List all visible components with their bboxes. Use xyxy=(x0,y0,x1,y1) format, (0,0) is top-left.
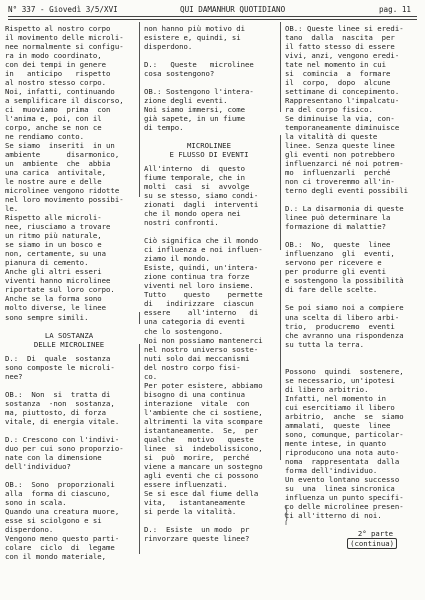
continued-label: (continua) xyxy=(347,538,397,549)
text-line: Se si esce dal fiume della xyxy=(144,488,259,498)
section-heading xyxy=(5,331,133,349)
column-divider xyxy=(280,22,281,112)
column-2-qa xyxy=(144,24,274,132)
publication-title: QUI DAMANHUR QUOTIDIANO xyxy=(180,5,286,14)
text-line xyxy=(144,51,274,60)
text-line: essere all'interno di xyxy=(144,308,259,318)
text-line: nel nostro universo soste- xyxy=(144,344,259,354)
text-line: temporaneamente diminuisce xyxy=(285,123,400,133)
text-line: il movimento delle microli- xyxy=(5,33,124,43)
text-line: su se stesso, siamo condi- xyxy=(144,191,259,201)
page-number: pag. 11 xyxy=(378,5,411,14)
text-line: duo per cui sono proporzio- xyxy=(5,443,124,453)
column-divider xyxy=(280,135,281,250)
text-line: nee, riusciamo a trovare xyxy=(5,222,111,232)
text-line xyxy=(144,78,274,87)
text-line: mente intese, in quanto xyxy=(285,438,387,448)
text-line: del nostro corpo fisi- xyxy=(144,362,241,372)
text-line: influenza un punto specifi- xyxy=(285,492,404,502)
text-line: esistere e, quindi, si xyxy=(144,33,241,43)
text-line: Se siamo inseriti in un xyxy=(5,141,115,151)
text-line: si comincia a formare xyxy=(285,69,391,79)
text-line: microlinee vengono ridotte xyxy=(5,186,120,196)
text-line: sono in scala. xyxy=(5,497,67,507)
text-line: si perde la vitalità. xyxy=(144,506,237,516)
text-line: OB.: No, queste linee xyxy=(285,240,391,250)
text-line: linee può determinare la xyxy=(285,213,391,223)
text-line: una scelta di libero arbi- xyxy=(285,312,400,322)
text-line: di tempo. xyxy=(144,123,184,133)
page-header xyxy=(8,3,417,16)
text-line: D.: Queste microlinee xyxy=(144,60,254,70)
text-line: influenzano gli eventi, xyxy=(285,249,395,259)
text-line: viene a mancare un sostegno xyxy=(144,461,263,471)
text-line: sono sempre simili. xyxy=(5,312,89,322)
text-line: Possono quindi sostenere, xyxy=(285,366,404,376)
text-line: viventi nel loro insieme. xyxy=(144,281,254,291)
text-line: ammalati, queste linee xyxy=(285,420,391,430)
text-line: esse si sciolgono e si xyxy=(5,515,102,525)
text-line: forma dell'individuo. xyxy=(285,465,378,475)
text-line: interazione vitale con xyxy=(144,398,250,408)
text-line: co. xyxy=(144,371,158,381)
text-line xyxy=(285,358,415,367)
text-line: Rispetto al nostro corpo xyxy=(5,24,111,33)
text-line: nee normalmente si configu- xyxy=(5,42,124,52)
text-line: ma, piuttosto, di forza xyxy=(5,407,107,417)
text-line: mo influenzarli perché xyxy=(285,168,391,178)
text-line: Rappresentano l'impalcatu- xyxy=(285,96,400,106)
text-line: agli eventi che ci possono xyxy=(144,470,259,480)
text-line: il fatto stesso di essere xyxy=(285,42,395,52)
text-line: nee? xyxy=(5,371,23,381)
text-line: con dei tempi in genere xyxy=(5,60,107,70)
text-line: trio, producremo eventi xyxy=(285,321,395,331)
text-line: l'anima e, poi, con il xyxy=(5,114,102,124)
text-line: ra in modo coordinato, xyxy=(5,51,102,61)
text-line: corpo, anche se non ce xyxy=(5,123,102,133)
text-line: riportate sul loro corpo. xyxy=(5,285,115,295)
text-line: che il mondo opera nei xyxy=(144,209,241,219)
text-line: al nostro stesso corpo. xyxy=(5,78,107,88)
text-line: vivi, anzi, vengono eredi- xyxy=(285,51,400,61)
text-line: altrimenti la vita scompare xyxy=(144,416,263,426)
text-line: gli eventi non potrebbero xyxy=(285,150,395,160)
text-line: bisogno di una continua xyxy=(144,389,246,399)
text-line: ziamo il mondo. xyxy=(144,254,210,264)
text-line: Noi siamo immersi, come xyxy=(144,105,246,115)
text-line: D.: La disarmonia di queste xyxy=(285,204,404,214)
text-line: sostanza -non sostanza, xyxy=(5,398,115,408)
text-line: su tutta la terra. xyxy=(285,339,365,349)
text-line: Vengono meno questo parti- xyxy=(5,533,120,543)
text-line: se siamo in un bosco e xyxy=(5,240,102,250)
text-line: pianura di cemento. xyxy=(5,258,89,268)
text-line: colare ciclo di legame xyxy=(5,542,115,552)
text-line: Anche se la forma sono xyxy=(5,294,102,304)
text-line: rinvorzare queste linee? xyxy=(144,533,250,543)
text-line: istantaneamente. Se, per xyxy=(144,425,259,435)
text-line: essere influenzati. xyxy=(144,479,228,489)
text-line: OB.: Sostengono l'intera- xyxy=(144,87,254,97)
text-line: le nostre aure e delle xyxy=(5,177,102,187)
text-line: una categoria di eventi xyxy=(144,317,246,327)
text-line: un ambiente che abbia xyxy=(5,159,111,169)
text-line: sono composte le microli- xyxy=(5,362,115,372)
text-line: OB.: Queste linee si eredi- xyxy=(285,24,404,33)
text-line: che avranno una rispondenza xyxy=(285,330,404,340)
text-line: un ritmo più naturale, xyxy=(5,231,102,241)
text-line: non, certamente, su una xyxy=(5,249,107,259)
column-divider xyxy=(139,344,140,554)
part-label: 2° parte xyxy=(357,528,393,538)
text-line: qualche motivo queste xyxy=(144,434,254,444)
text-line: Anche gli altri esseri xyxy=(5,267,102,277)
text-line: ambiente disarmonico, xyxy=(5,150,120,160)
text-line: All'interno di questo xyxy=(144,164,246,174)
text-line: ra del corpo fisico. xyxy=(285,105,373,115)
text-line: il corpo, dopo alcune xyxy=(285,78,391,88)
text-line: tano dalla nascita per xyxy=(285,33,395,43)
text-line: D.: Di quale sostanza xyxy=(5,353,111,363)
text-line: viventi hanno microlinee xyxy=(5,276,111,286)
text-line xyxy=(285,349,415,358)
heading-line: E FLUSSO DI EVENTI xyxy=(169,150,249,160)
text-line: molti casi si avvolge xyxy=(144,182,250,192)
text-line: formazione di malattie? xyxy=(285,222,387,232)
text-line xyxy=(285,231,415,240)
text-line: Un evento lontano successo xyxy=(285,474,400,484)
text-line: Per poter esistere, abbiamo xyxy=(144,380,263,390)
text-line: ci influenza e noi influen- xyxy=(144,245,263,255)
text-line: servono per ricevere e xyxy=(285,258,382,268)
text-line: linee. Senza queste linee xyxy=(285,141,395,151)
text-line: Infatti, nel momento in xyxy=(285,393,387,403)
text-line: per produrre gli eventi xyxy=(285,267,387,277)
text-line: alla forma di ciascuno, xyxy=(5,488,111,498)
text-line: settimane di concepimento. xyxy=(285,87,400,97)
text-line xyxy=(285,294,415,303)
column-divider xyxy=(139,312,140,324)
text-line: di libero arbitrio. xyxy=(285,384,369,394)
text-line: nuti solo dai meccanismi xyxy=(144,353,250,363)
text-line xyxy=(285,195,415,204)
text-line: influenzarci né noi potrem- xyxy=(285,159,404,169)
text-line: si può morire, perché xyxy=(144,452,250,462)
text-line: ci muoviamo prima con xyxy=(5,105,111,115)
text-line: nate con la dimensione xyxy=(5,452,102,462)
text-line: ne rendiamo conto. xyxy=(5,132,85,142)
text-line: Noi, infatti, continuando xyxy=(5,87,115,97)
text-line: cui esercitiamo il libero xyxy=(285,402,395,412)
text-line: Se diminuise la via, con- xyxy=(285,114,395,124)
text-line: le. xyxy=(5,204,19,214)
text-line: terno degli eventi possibili xyxy=(285,186,409,196)
heading-line: LA SOSTANZA xyxy=(44,330,94,340)
text-line: la vitalità di queste xyxy=(285,132,378,142)
text-line: disperdono. xyxy=(5,524,54,534)
text-line: l'ambiente che ci sostiene, xyxy=(144,407,263,417)
header-rule-thin xyxy=(8,19,417,20)
text-line: Esiste, quindi, un'intera- xyxy=(144,263,259,273)
text-line: cosa sostengono? xyxy=(144,69,215,79)
text-line: D.: Esiste un modo pr xyxy=(144,524,250,534)
text-line: OB.: Sono proporzionali xyxy=(5,479,115,489)
text-line: zione degli eventi. xyxy=(144,96,228,106)
text-line: riproducono una nota auto- xyxy=(285,447,400,457)
text-line: Quando una creatura muore, xyxy=(5,506,120,516)
text-line: nostri confronti. xyxy=(144,218,219,228)
text-line: di fare delle scelte. xyxy=(285,285,378,295)
text-line: se necessario, un'ipotesi xyxy=(285,375,395,385)
margin-mark xyxy=(283,505,289,525)
text-line: a semplificare il discorso, xyxy=(5,96,124,106)
text-line: zionati dagli interventi xyxy=(144,200,259,210)
text-line: molto diverse, le linee xyxy=(5,303,107,313)
text-line: sono, comunque, particolar- xyxy=(285,429,404,439)
text-line: Tutto questo permette xyxy=(144,290,263,300)
heading-line: DELLE MICROLINEE xyxy=(33,339,105,349)
text-line: D.: Crescono con l'indivi- xyxy=(5,434,120,444)
text-line: e sostengono la possibilità xyxy=(285,276,404,286)
column-divider xyxy=(139,22,140,197)
text-line: che lo sostengono. xyxy=(144,326,224,336)
column-2 xyxy=(144,24,274,543)
text-line: Se poi siamo noi a compiere xyxy=(285,303,404,313)
column-1 xyxy=(5,24,133,561)
text-line: disperdono. xyxy=(144,42,193,52)
text-line: Noi non possiamo mantenerci xyxy=(144,335,263,345)
column-3-text xyxy=(285,24,415,520)
text-line: Ciò significa che il mondo xyxy=(144,236,259,246)
text-line: ti all'itterno di noi. xyxy=(285,510,382,520)
text-line: dell'individuo? xyxy=(5,461,71,471)
text-line xyxy=(144,227,274,236)
text-line: una carica antivitale, xyxy=(5,168,107,178)
column-2-text xyxy=(144,164,274,543)
text-line: OB.: Non si tratta di xyxy=(5,389,111,399)
column-1-qa xyxy=(5,354,133,561)
text-line: co delle microlinee presen- xyxy=(285,501,404,511)
text-line: Rispetto alle microli- xyxy=(5,213,102,223)
text-line: non ci troveremmo all'in- xyxy=(285,177,395,187)
text-line: noma rappresentata dalla xyxy=(285,456,400,466)
text-line: vita, istantaneamente xyxy=(144,497,246,507)
column-divider xyxy=(280,270,281,460)
text-line: in anticipo rispetto xyxy=(5,69,111,79)
text-line: vitale, di energia vitale. xyxy=(5,416,120,426)
text-line xyxy=(5,381,133,390)
text-line: fiume temporale, che in xyxy=(144,173,246,183)
section-heading xyxy=(144,141,274,159)
text-line xyxy=(5,471,133,480)
text-line: con il mondo materiale, xyxy=(5,551,107,561)
text-line: nel loro movimento possibi- xyxy=(5,195,124,205)
text-line: su una linea sincronica xyxy=(285,483,395,493)
text-line: tate nel momento in cui xyxy=(285,60,387,70)
issue-info: N° 337 - Giovedì 3/5/XVI xyxy=(8,5,118,14)
column-3 xyxy=(285,24,415,549)
text-line: linee sì indebolissicono, xyxy=(144,443,263,453)
text-line: di indirizzare ciascun xyxy=(144,299,254,309)
column-1-text xyxy=(5,24,133,322)
header-rule xyxy=(8,16,417,17)
text-line: non hanno più motivo di xyxy=(144,24,246,33)
text-line xyxy=(5,426,133,435)
text-line: già sapete, in un fiume xyxy=(144,114,246,124)
text-line: arbitrio, anche se siamo xyxy=(285,411,404,421)
text-line: zione continua tra forze xyxy=(144,272,250,282)
part-footer xyxy=(285,529,415,549)
heading-line: MICROLINEE xyxy=(187,141,231,151)
text-line xyxy=(144,516,274,525)
